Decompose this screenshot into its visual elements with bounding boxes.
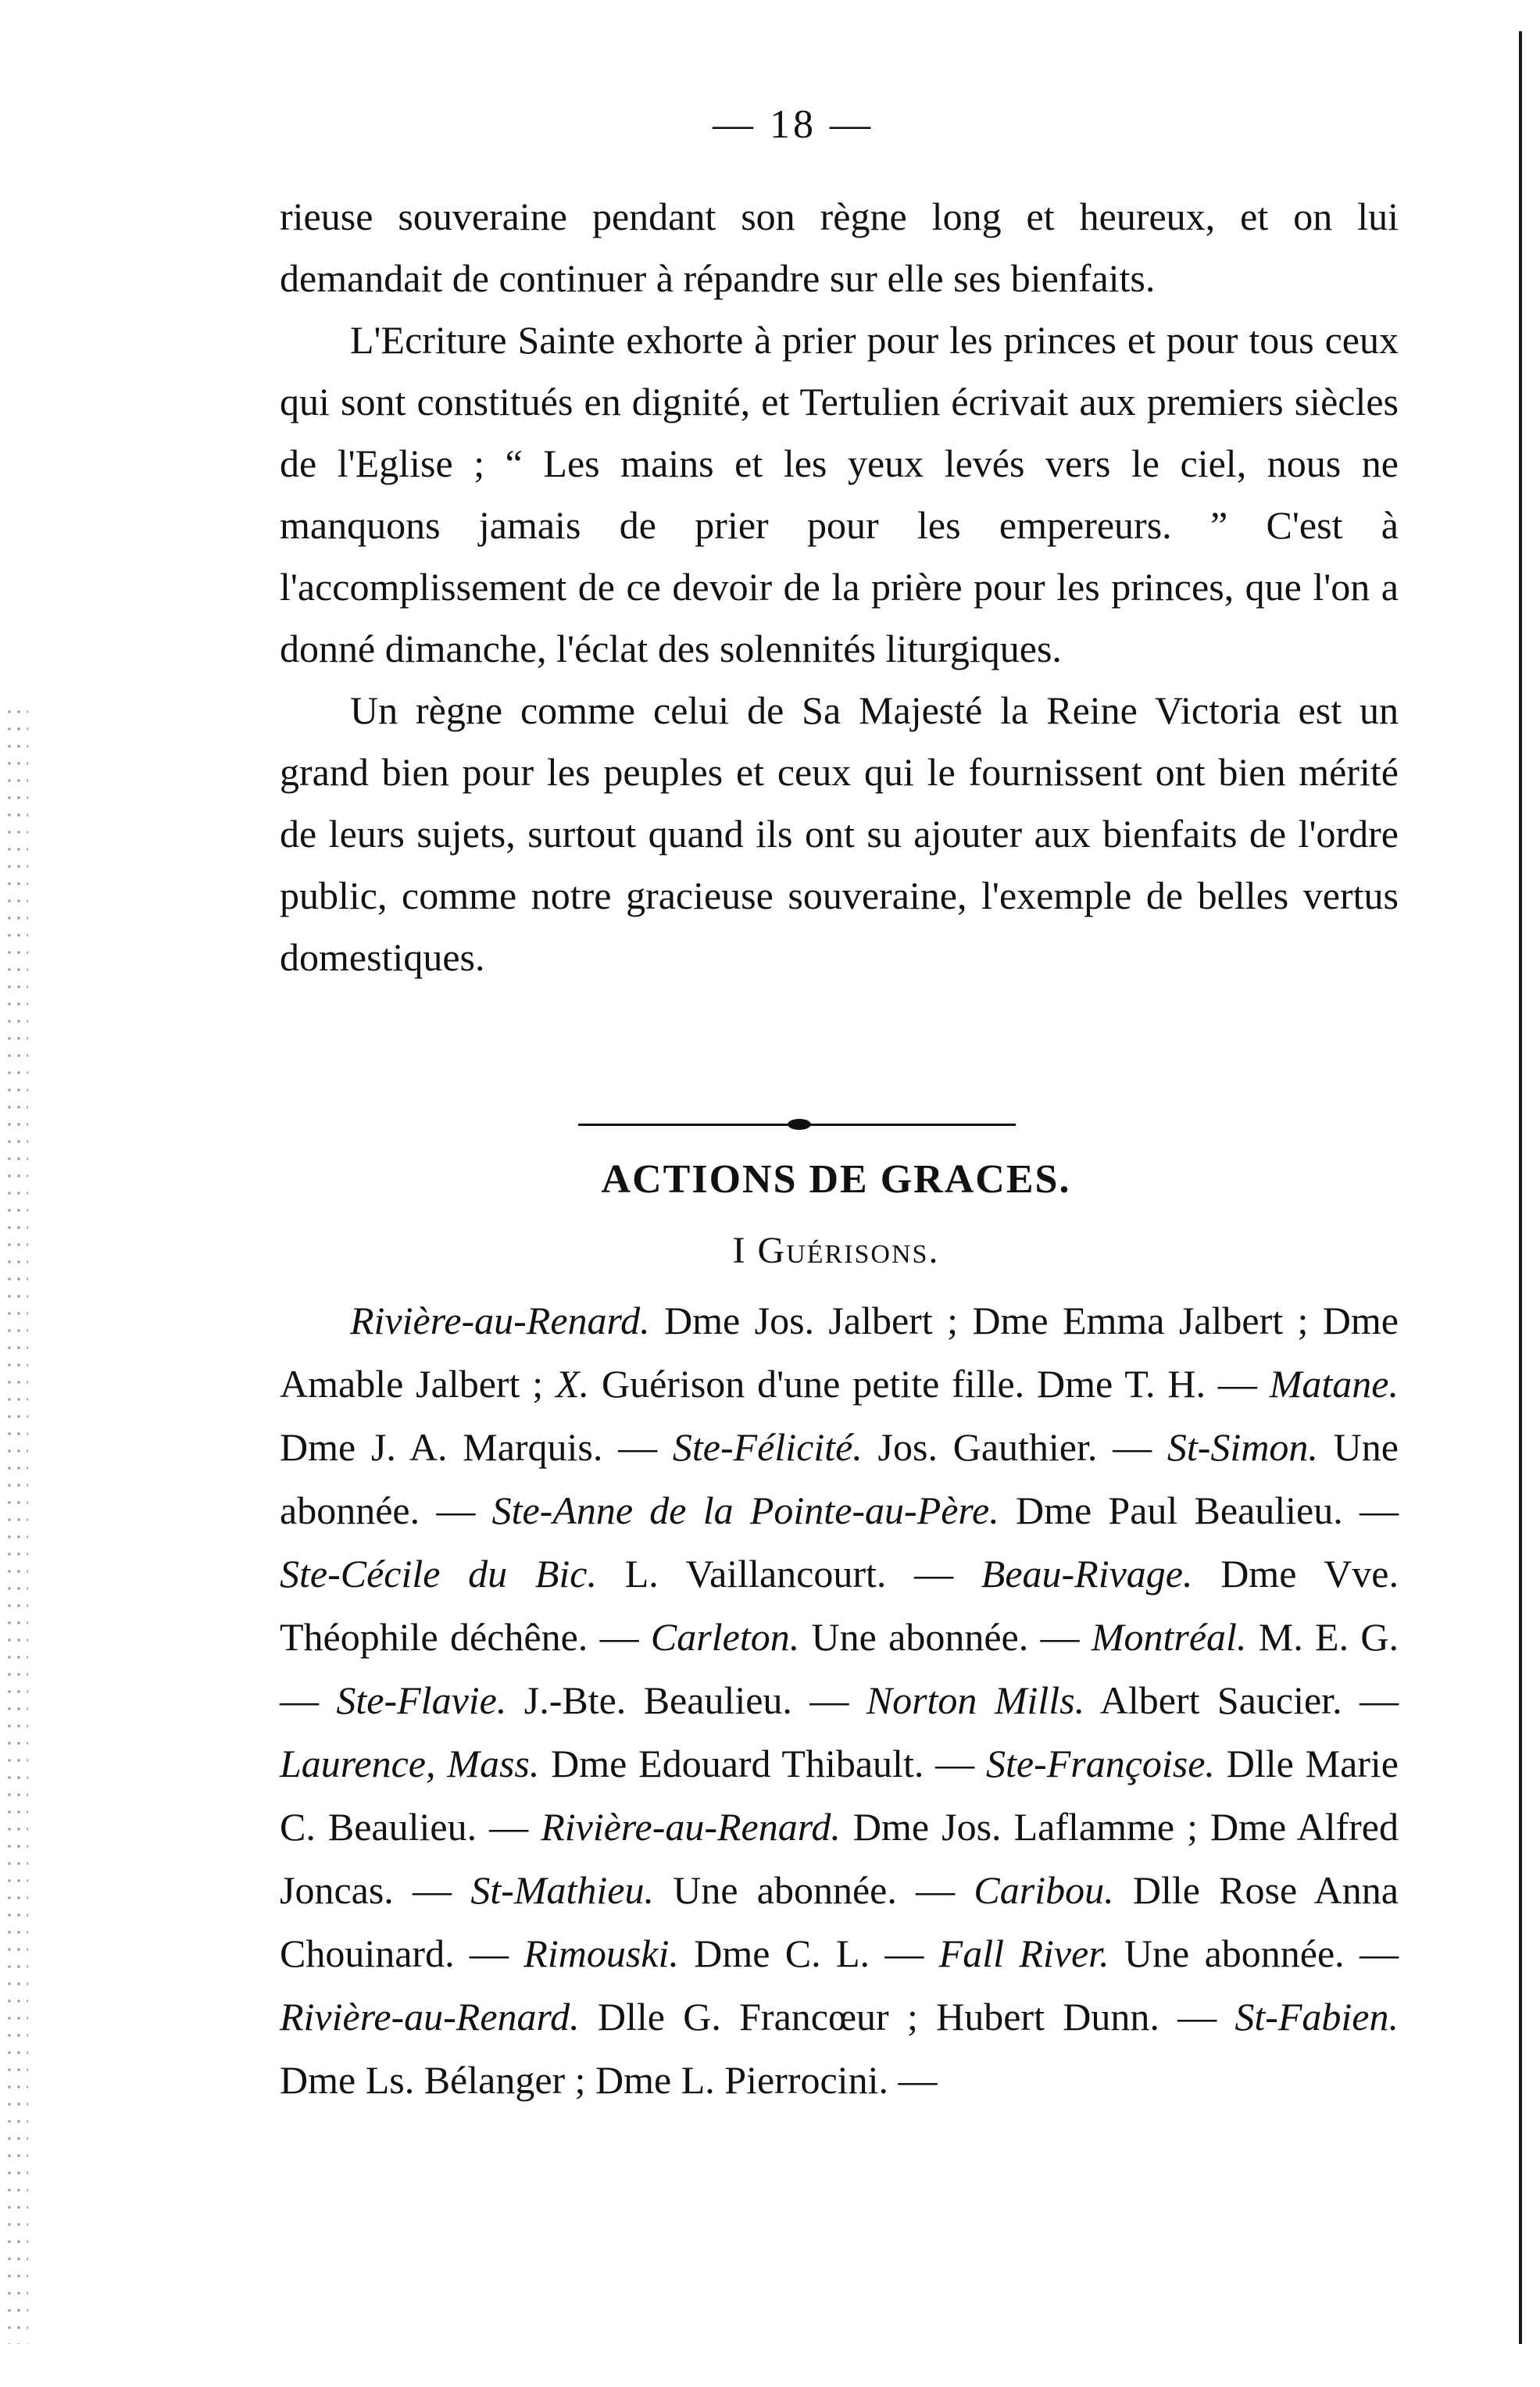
entry-place: Matane. xyxy=(1269,1362,1399,1406)
divider-ornament xyxy=(788,1119,811,1130)
entry-names: Dme C. L. — xyxy=(678,1931,939,1975)
entry-place: Caribou. xyxy=(974,1868,1114,1912)
entry-names: Dlle Rose Anna Chouinard. — xyxy=(280,1868,1399,1975)
entry-names: Dme J. A. Marquis. — xyxy=(280,1425,673,1469)
entry-place: X. xyxy=(556,1362,590,1406)
entry-place: Rivière-au-Renard. xyxy=(541,1805,841,1849)
entry-names: J.-Bte. Beaulieu. — xyxy=(506,1678,866,1722)
entry-names: Dme Jos. Jalbert ; Dme Emma Jalbert ; Dme Amable Jalbert ; xyxy=(280,1299,1399,1406)
entry-place: Ste-Anne de la Pointe-au-Père. xyxy=(491,1488,999,1532)
entry-place: Ste-Flavie. xyxy=(336,1678,507,1722)
entry-place: St-Mathieu. xyxy=(470,1868,654,1912)
entries-paragraph xyxy=(280,1289,1399,2112)
paragraph-3: Un règne comme celui de Sa Majesté la Reine Victoria est un grand bien pour les peuples et ceux qui le fournissent ont bien mérité de leurs sujets, surtout quand ils ont su ajouter aux bienfaits de l'ordre public, comme notre gracieuse souveraine, l'exemple de belles vertus domestiques. xyxy=(280,688,1399,979)
entry-place: Ste-Félicité. xyxy=(672,1425,863,1469)
entry-names: Guérison d'une petite fille. Dme T. H. — xyxy=(589,1362,1270,1406)
entry-place: Rimouski. xyxy=(523,1931,679,1975)
entry-names: Dlle Marie C. Beaulieu. — xyxy=(280,1742,1399,1849)
entry-place: St-Simon. xyxy=(1167,1425,1318,1469)
paragraph-1: rieuse souveraine pendant son règne long et heureux, et on lui demandait de continuer à répandre sur elle ses bienfaits. xyxy=(280,195,1399,300)
entry-place: Carleton. xyxy=(650,1615,800,1659)
entry-place: Montréal. xyxy=(1091,1615,1247,1659)
entry-place: Beau-Rivage. xyxy=(981,1552,1193,1596)
entry-names: M. E. G. — xyxy=(280,1615,1399,1722)
entry-names: Dme Ls. Bélanger ; Dme L. Pierrocini. — xyxy=(280,2058,938,2102)
paragraph-2: L'Ecriture Sainte exhorte à prier pour les princes et pour tous ceux qui sont constitués en dignité, et Tertulien écrivait aux premiers siècles de l'Eglise ; “ Les mains et les yeux levés vers le ciel, nous ne manquons jamais de prier pour les empereurs. ” C'est à l'accomplissement de ce devoir de la prière pour les princes, que l'on a donné dimanche, l'éclat des solennités liturgiques. xyxy=(280,318,1399,670)
entry-names: Albert Saucier. — xyxy=(1084,1678,1399,1722)
entry-names: Une abonnée. — xyxy=(280,1425,1399,1532)
subsection-title: I Guérisons. xyxy=(732,1230,940,1271)
thanks-entries xyxy=(280,1289,1399,2112)
entry-names: Dme Vve. Théophile déchêne. — xyxy=(280,1552,1399,1659)
page-edge-specks xyxy=(5,703,28,2344)
section-title: ACTIONS DE GRACES. xyxy=(601,1157,1071,1202)
section-divider xyxy=(578,1119,1016,1130)
entry-place: Norton Mills. xyxy=(866,1678,1085,1722)
body-text xyxy=(280,186,1399,988)
entry-names: Jos. Gauthier. — xyxy=(862,1425,1167,1469)
entry-names: L. Vaillancourt. — xyxy=(596,1552,981,1596)
entry-names: Une abonnée. — xyxy=(799,1615,1092,1659)
page-number: — 18 — xyxy=(713,102,874,147)
entry-names: Dme Jos. Laflamme ; Dme Alfred Joncas. — xyxy=(280,1805,1399,1912)
entry-place: St-Fabien. xyxy=(1235,1995,1399,2039)
entry-place: Ste-Françoise. xyxy=(985,1742,1215,1785)
entry-place: Rivière-au-Renard. xyxy=(350,1299,650,1342)
entry-place: Laurence, Mass. xyxy=(280,1742,540,1785)
entry-names: Dlle G. Francœur ; Hubert Dunn. — xyxy=(579,1995,1235,2039)
entry-names: Une abonnée. — xyxy=(653,1868,974,1912)
entry-names: Dme Paul Beaulieu. — xyxy=(999,1488,1399,1532)
entry-place: Fall River. xyxy=(938,1931,1109,1975)
entry-place: Ste-Cécile du Bic. xyxy=(280,1552,597,1596)
entry-place: Rivière-au-Renard. xyxy=(280,1995,580,2039)
entry-names: Une abonnée. — xyxy=(1109,1931,1399,1975)
entry-names: Dme Edouard Thibault. — xyxy=(539,1742,986,1785)
